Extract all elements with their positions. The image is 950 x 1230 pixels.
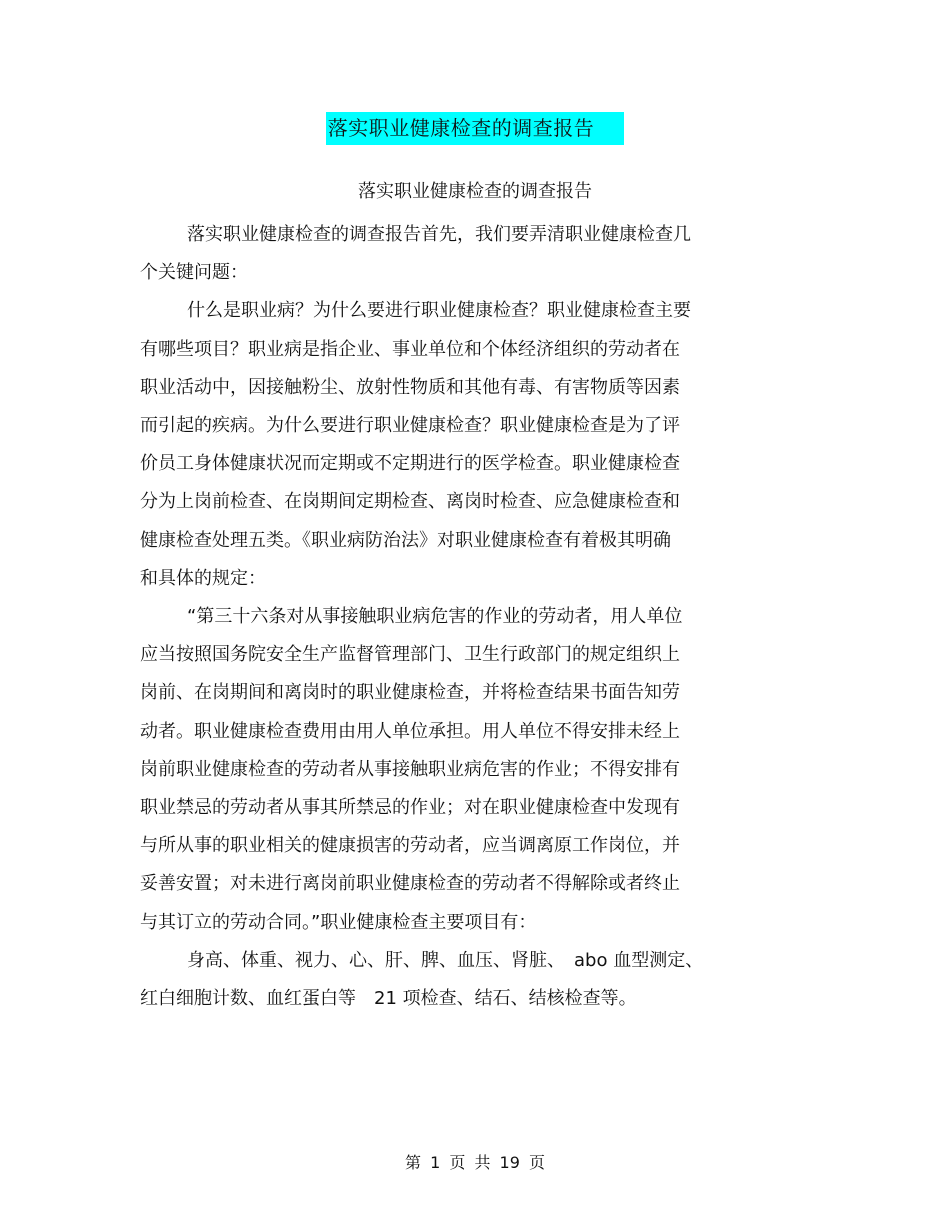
paragraph-line: 个关键问题： (140, 262, 248, 284)
paragraph-line: 健康检查处理五类。《职业病防治法》对职业健康检查有着极其明确 (140, 529, 671, 551)
document-title: 落实职业健康检查的调查报告 (326, 112, 625, 145)
paragraph-line: 职业禁忌的劳动者从事其所禁忌的作业；对在职业健康检查中发现有 (140, 797, 680, 819)
paragraph-line: 应当按照国务院安全生产监督管理部门、卫生行政部门的规定组织上 (140, 644, 680, 666)
document-body (140, 216, 770, 1018)
paragraph-definition (140, 292, 770, 598)
paragraph-line: 与所从事的职业相关的健康损害的劳动者，应当调离原工作岗位，并 (140, 835, 680, 857)
document-subtitle: 落实职业健康检查的调查报告 (358, 181, 592, 202)
paragraph-line: 而引起的疾病。为什么要进行职业健康检查？职业健康检查是为了评 (140, 415, 680, 437)
paragraph-line: 与其订立的劳动合同。”职业健康检查主要项目有： (140, 911, 537, 933)
paragraph-line: 红白细胞计数、血红蛋白等 21 项检查、结石、结核检查等。 (140, 988, 637, 1010)
paragraph-line: 身高、体重、视力、心、肝、脾、血压、肾脏、 abo 血型测定、 (187, 949, 704, 971)
paragraph-line: 有哪些项目？职业病是指企业、事业单位和个体经济组织的劳动者在 (140, 338, 680, 360)
paragraph-line: 和具体的规定： (140, 567, 266, 589)
paragraph-line: 动者。职业健康检查费用由用人单位承担。用人单位不得安排未经上 (140, 720, 680, 742)
paragraph-items (140, 942, 770, 1018)
paragraph-line: 岗前职业健康检查的劳动者从事接触职业病危害的作业；不得安排有 (140, 758, 680, 780)
paragraph-line: 妥善安置；对未进行离岗前职业健康检查的劳动者不得解除或者终止 (140, 873, 680, 895)
paragraph-line: 岗前、在岗期间和离岗时的职业健康检查，并将检查结果书面告知劳 (140, 682, 680, 704)
paragraph-law-quote (140, 598, 770, 942)
page-number-footer: 第 1 页 共 19 页 (405, 1153, 545, 1172)
paragraph-line: “第三十六条对从事接触职业病危害的作业的劳动者，用人单位 (187, 606, 683, 628)
paragraph-intro (140, 216, 770, 292)
paragraph-line: 落实职业健康检查的调查报告首先，我们要弄清职业健康检查几 (187, 224, 691, 245)
paragraph-line: 职业活动中，因接触粉尘、放射性物质和其他有毒、有害物质等因素 (140, 376, 680, 398)
title-container (0, 112, 950, 145)
paragraph-line: 价员工身体健康状况而定期或不定期进行的医学检查。职业健康检查 (140, 453, 680, 475)
paragraph-line: 什么是职业病？为什么要进行职业健康检查？职业健康检查主要 (187, 300, 691, 322)
paragraph-line: 分为上岗前检查、在岗期间定期检查、离岗时检查、应急健康检查和 (140, 491, 680, 513)
